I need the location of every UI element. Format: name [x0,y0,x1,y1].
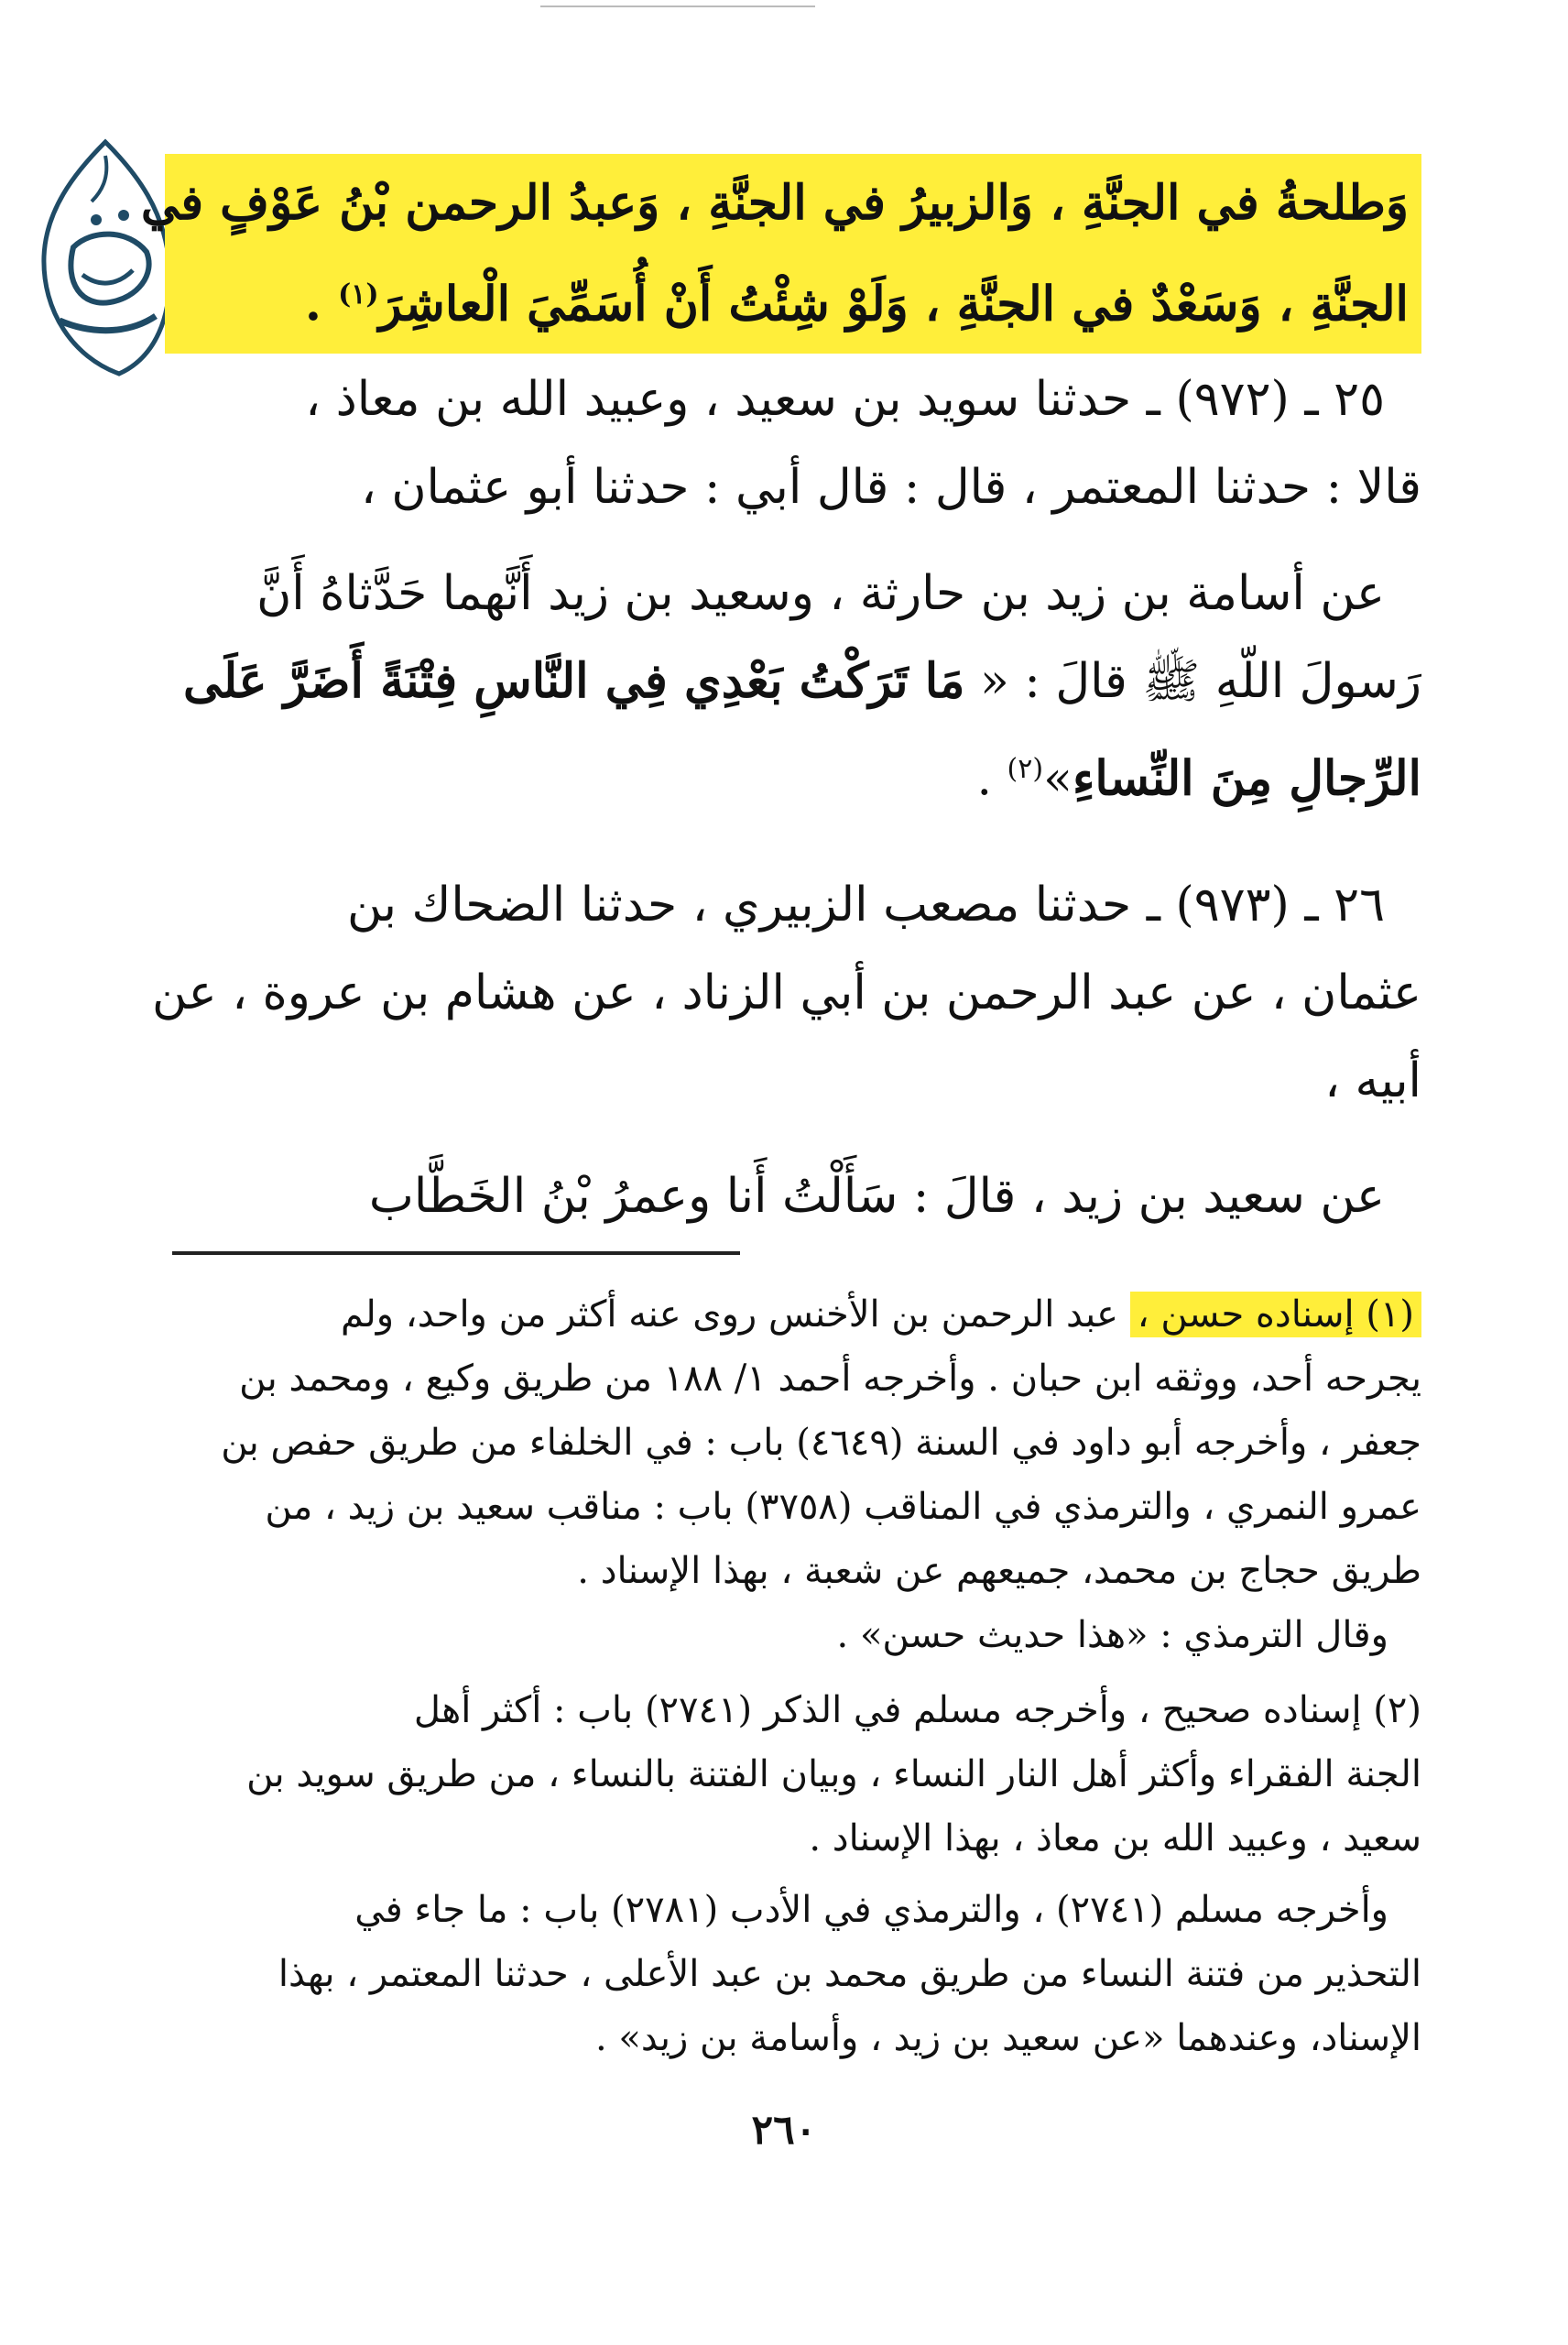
hadith-972-line-5: الرِّجالِ مِنَ النِّساءِ»$^{(٢)}$ . [976,750,1421,807]
footnote-1-line-3: جعفر ، وأخرجه أبو داود في السنة (٤٦٤٩) باب : في الخلفاء من طريق حفص بن [221,1422,1421,1464]
footnote-1-line-1: (١) إسناده حسن ، عبد الرحمن بن الأخنس روى عنه أكثر من واحد، ولم [165,1282,1421,1347]
footnote-2-line-2: الجنة الفقراء وأكثر أهل النار النساء ، وبيان الفتنة بالنساء ، من طريق سويد بن [246,1753,1421,1795]
footnote-separator [172,1251,740,1255]
hadith-972 [165,355,1421,823]
hadith-972-line-1: ٢٥ ـ (٩٧٢) ـ حدثنا سويد بن سعيد ، وعبيد الله بن معاذ ، [305,372,1385,427]
hadith-973-line-1: ٢٦ ـ (٩٧٣) ـ حدثنا مصعب الزبيري ، حدثنا الضحاك بن [346,878,1385,933]
hadith-973 [152,861,1421,1240]
footnote-ref-1: (١) [338,278,379,311]
footnote-2-line-6: الإسناد، وعندهما «عن سعيد بن زيد ، وأسامة بن زيد» . [594,2017,1421,2059]
footnote-1-highlight: (١) إسناده حسن ، [1130,1292,1421,1337]
footnote-1-line-5: طريق حجاج بن محمد، جميعهم عن شعبة ، بهذا الإسناد . [577,1550,1421,1592]
highlighted-passage [140,154,1421,354]
footnotes [165,1282,1421,2070]
footnote-1-line-6: وقال الترمذي : «هذا حديث حسن» . [836,1614,1388,1656]
page-number: ٢٦٠ [751,2107,817,2154]
top-edge-rule [540,5,815,7]
hadith-973-line-2: عثمان ، عن عبد الرحمن بن أبي الزناد ، عن هشام بن عروة ، عن [152,965,1421,1020]
footnote-2-line-1: (٢) إسناده صحيح ، وأخرجه مسلم في الذكر (٢٧٤١) باب : أكثر أهل [413,1689,1421,1731]
footnote-2-line-5: التحذير من فتنة النساء من طريق محمد بن عبد الأعلى ، حدثنا المعتمر ، بهذا [278,1953,1421,1995]
footnote-1-line-4: عمرو النمري ، والترمذي في المناقب (٣٧٥٨) باب : مناقب سعيد بن زيد ، من [265,1486,1421,1528]
highlighted-line-2: الجنَّةِ ، وَسَعْدٌ في الجنَّةِ ، وَلَوْ شِئْتُ أَنْ أُسَمِّيَ الْعاشِرَ$^{(١)}$ . [304,276,1409,333]
hadith-973-line-4: عن سعيد بن زيد ، قالَ : سَأَلْتُ أَنا وعمرُ بْنُ الخَطَّاب [368,1169,1385,1224]
hadith-972-line-3: عن أسامة بن زيد بن حارثة ، وسعيد بن زيد أَنَّهما حَدَّثاهُ أَنَّ [256,566,1385,621]
highlighted-line-1: وَطلحةُ في الجنَّةِ ، وَالزبيرُ في الجنَّةِ ، وَعبدُ الرحمن بْنُ عَوْفٍ في [140,175,1409,231]
hadith-972-line-2: قالا : حدثنا المعتمر ، قال : قال أبي : حدثنا أبو عثمان ، [361,460,1421,515]
hadith-973-line-3: أبيه ، [1324,1053,1421,1108]
footnote-1-line-2: يجرحه أحد، ووثقه ابن حبان . وأخرجه أحمد ١/ ١٨٨ من طريق وكيع ، ومحمد بن [239,1358,1421,1400]
footnote-2-line-4: وأخرجه مسلم (٢٧٤١) ، والترمذي في الأدب (٢٧٨١) باب : ما جاء في [354,1889,1388,1931]
hadith-972-line-4: رَسولَ اللّهِ ﷺ قالَ : « مَا تَرَكْتُ بَعْدِي فِي النَّاسِ فِتْنَةً أَضَرَّ عَلَى [183,653,1421,709]
footnote-ref-2: (٢) [1007,753,1044,785]
footnote-2-line-3: سعيد ، وعبيد الله بن معاذ ، بهذا الإسناد . [809,1817,1421,1860]
